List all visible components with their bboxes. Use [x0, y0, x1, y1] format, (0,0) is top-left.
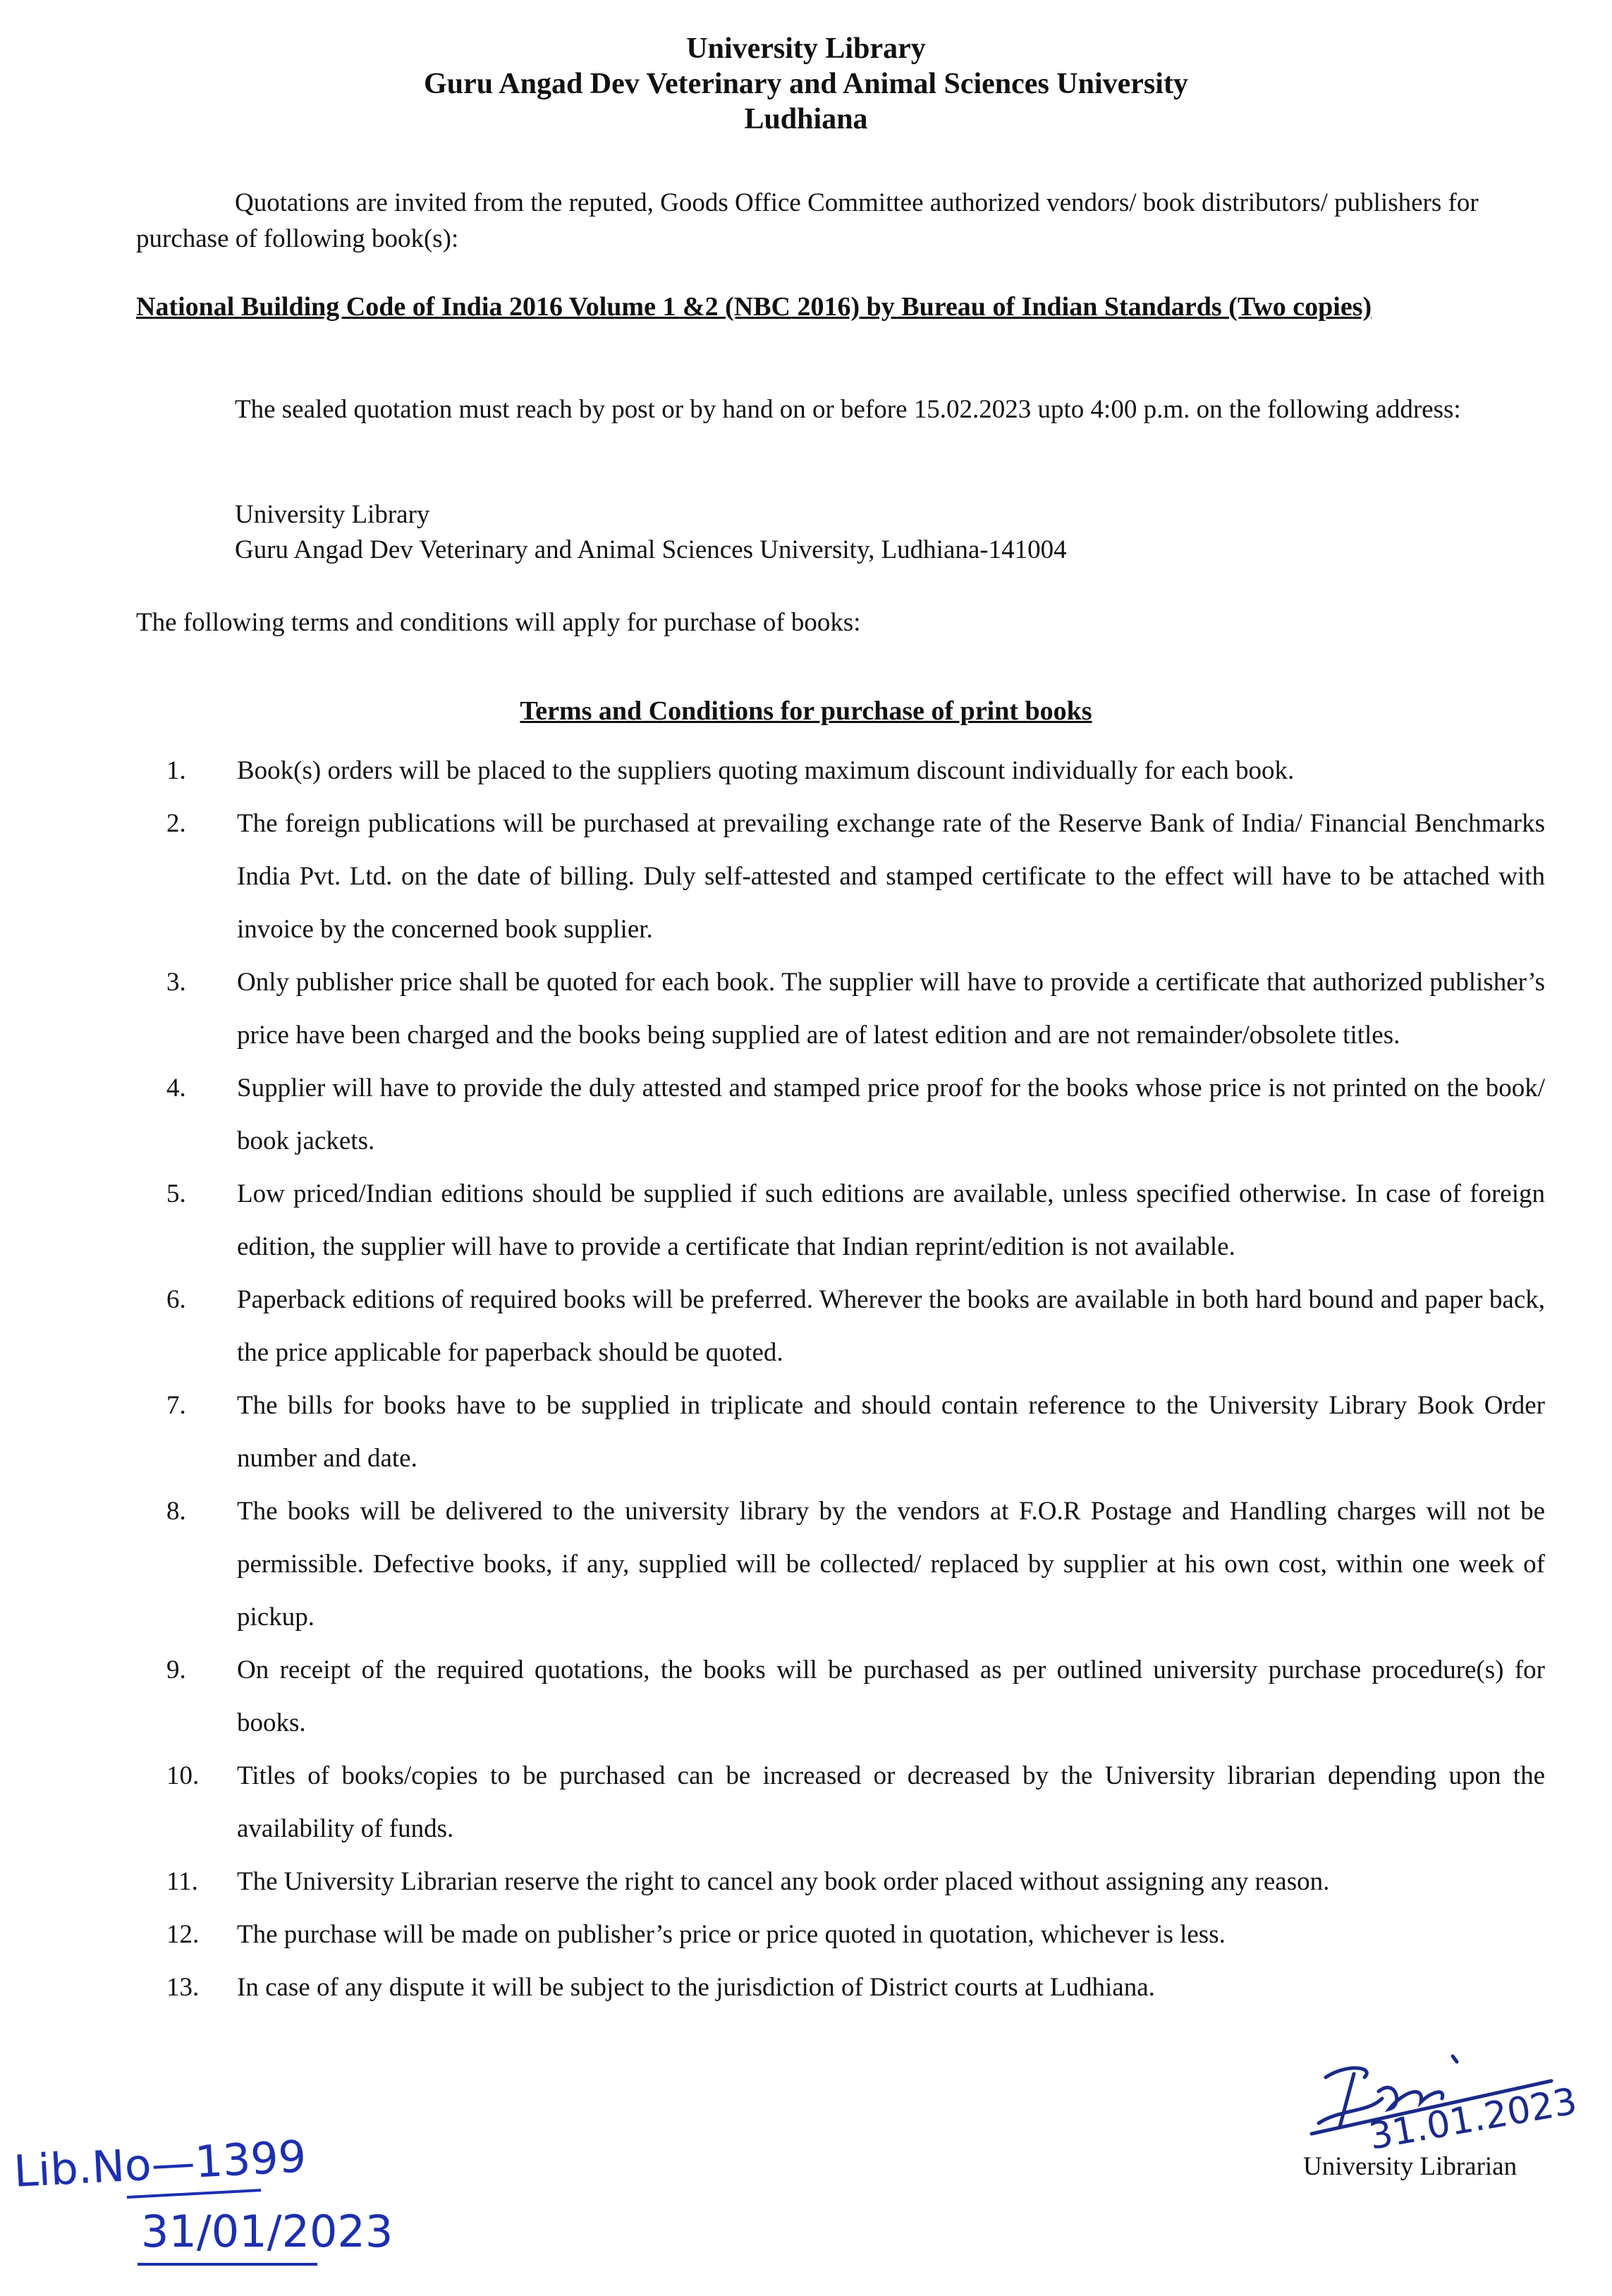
term-text: Only publisher price shall be quoted for each book. The supplier will have to provide a certificate that authorized publisher’s price have been charged and the books being supplied are of latest edition and are not remainder/obsolete titles.	[237, 968, 1545, 1050]
term-item	[166, 797, 1545, 956]
term-number: 6.	[166, 1285, 186, 1314]
term-number: 13.	[166, 1973, 200, 2002]
handwritten-reference-note	[7, 2123, 393, 2292]
signature-scribble	[1297, 2049, 1580, 2158]
term-number: 5.	[166, 1179, 186, 1208]
term-text: The University Librarian reserve the right to cancel any book order placed without assigning any reason.	[237, 1867, 1330, 1896]
term-item	[166, 1062, 1545, 1167]
handwritten-note-svg	[7, 2123, 393, 2292]
term-text: On receipt of the required quotations, the books will be purchased as per outlined university purchase procedure(s) for books.	[237, 1656, 1545, 1737]
term-number: 3.	[166, 968, 186, 997]
term-text: The books will be delivered to the university library by the vendors at F.O.R Postage and Handling charges will not be permissible. Defective books, if any, supplied will be collected/ replaced by supplier at his own cost, within one week of pickup.	[237, 1497, 1545, 1632]
intro-paragraph: Quotations are invited from the reputed, Goods Office Committee authorized vendors/ book distributors/ publishers for purchase of following book(s):	[136, 188, 1479, 253]
term-number: 9.	[166, 1656, 186, 1684]
term-text: Book(s) orders will be placed to the suppliers quoting maximum discount individually for each book.	[237, 756, 1295, 785]
signature-date: 31.01.2023	[1366, 2080, 1580, 2158]
header-city: Ludhiana	[744, 103, 868, 135]
term-number: 4.	[166, 1074, 186, 1103]
term-text: The purchase will be made on publisher’s price or price quoted in quotation, whichever is less.	[237, 1920, 1226, 1949]
term-item	[166, 1379, 1545, 1485]
term-text: Low priced/Indian editions should be supplied if such editions are available, unless specified otherwise. In case of foreign edition, the supplier will have to provide a certificate that Indian reprint/edition is not available.	[237, 1179, 1545, 1261]
term-text: Titles of books/copies to be purchased can be increased or decreased by the University librarian depending upon the availability of funds.	[237, 1761, 1545, 1843]
term-number: 7.	[166, 1391, 186, 1420]
deadline-paragraph: The sealed quotation must reach by post or by hand on or before 15.02.2023 upto 4:00 p.m. on the following address:	[235, 395, 1461, 424]
address-block	[235, 497, 1067, 568]
signatory-title: University Librarian	[1303, 2152, 1518, 2181]
term-text: The bills for books have to be supplied in triplicate and should contain reference to the University Library Book Order number and date.	[237, 1391, 1545, 1473]
term-text: Paperback editions of required books will be preferred. Wherever the books are available in both hard bound and paper back, the price applicable for paperback should be quoted.	[237, 1285, 1545, 1367]
term-item	[166, 1167, 1545, 1273]
term-item	[166, 1749, 1545, 1855]
term-item	[166, 1961, 1545, 2014]
terms-heading: Terms and Conditions for purchase of print books	[520, 696, 1092, 726]
term-item	[166, 1273, 1545, 1379]
book-title: National Building Code of India 2016 Volume 1 &2 (NBC 2016) by Bureau of Indian Standards (Two copies)	[136, 292, 1372, 322]
header-university: Guru Angad Dev Veterinary and Animal Sciences University	[424, 68, 1188, 100]
header-library: University Library	[686, 32, 926, 65]
term-item	[166, 1855, 1545, 1908]
address-line-2: Guru Angad Dev Veterinary and Animal Sciences University, Ludhiana-141004	[235, 535, 1067, 564]
term-item	[166, 744, 1545, 797]
term-number: 2.	[166, 809, 186, 838]
term-item	[166, 1485, 1545, 1644]
term-number: 8.	[166, 1497, 186, 1526]
term-text: Supplier will have to provide the duly attested and stamped price proof for the books whose price is not printed on the book/ book jackets.	[237, 1074, 1545, 1155]
handwritten-date: 31/01/2023	[141, 2206, 393, 2257]
address-line-1: University Library	[235, 500, 430, 529]
term-item	[166, 956, 1545, 1062]
signature	[1297, 2049, 1580, 2158]
term-number: 10.	[166, 1761, 200, 1790]
terms-intro: The following terms and conditions will apply for purchase of books:	[136, 608, 861, 637]
document-header	[0, 31, 1612, 137]
term-number: 11.	[166, 1867, 198, 1896]
term-item	[166, 1908, 1545, 1961]
term-number: 1.	[166, 756, 186, 785]
term-text: The foreign publications will be purchased at prevailing exchange rate of the Reserve Bank of India/ Financial Benchmarks India Pvt. Ltd. on the date of billing. Duly self-attested and stamped certificate to the effect will have to be attached with invoice by the concerned book supplier.	[237, 809, 1545, 944]
term-text: In case of any dispute it will be subject to the jurisdiction of District courts at Ludhiana.	[237, 1973, 1155, 2002]
term-number: 12.	[166, 1920, 200, 1949]
handwritten-lib-no: Lib.No—1399	[12, 2130, 307, 2197]
term-item	[166, 1644, 1545, 1749]
terms-list	[166, 744, 1545, 2014]
